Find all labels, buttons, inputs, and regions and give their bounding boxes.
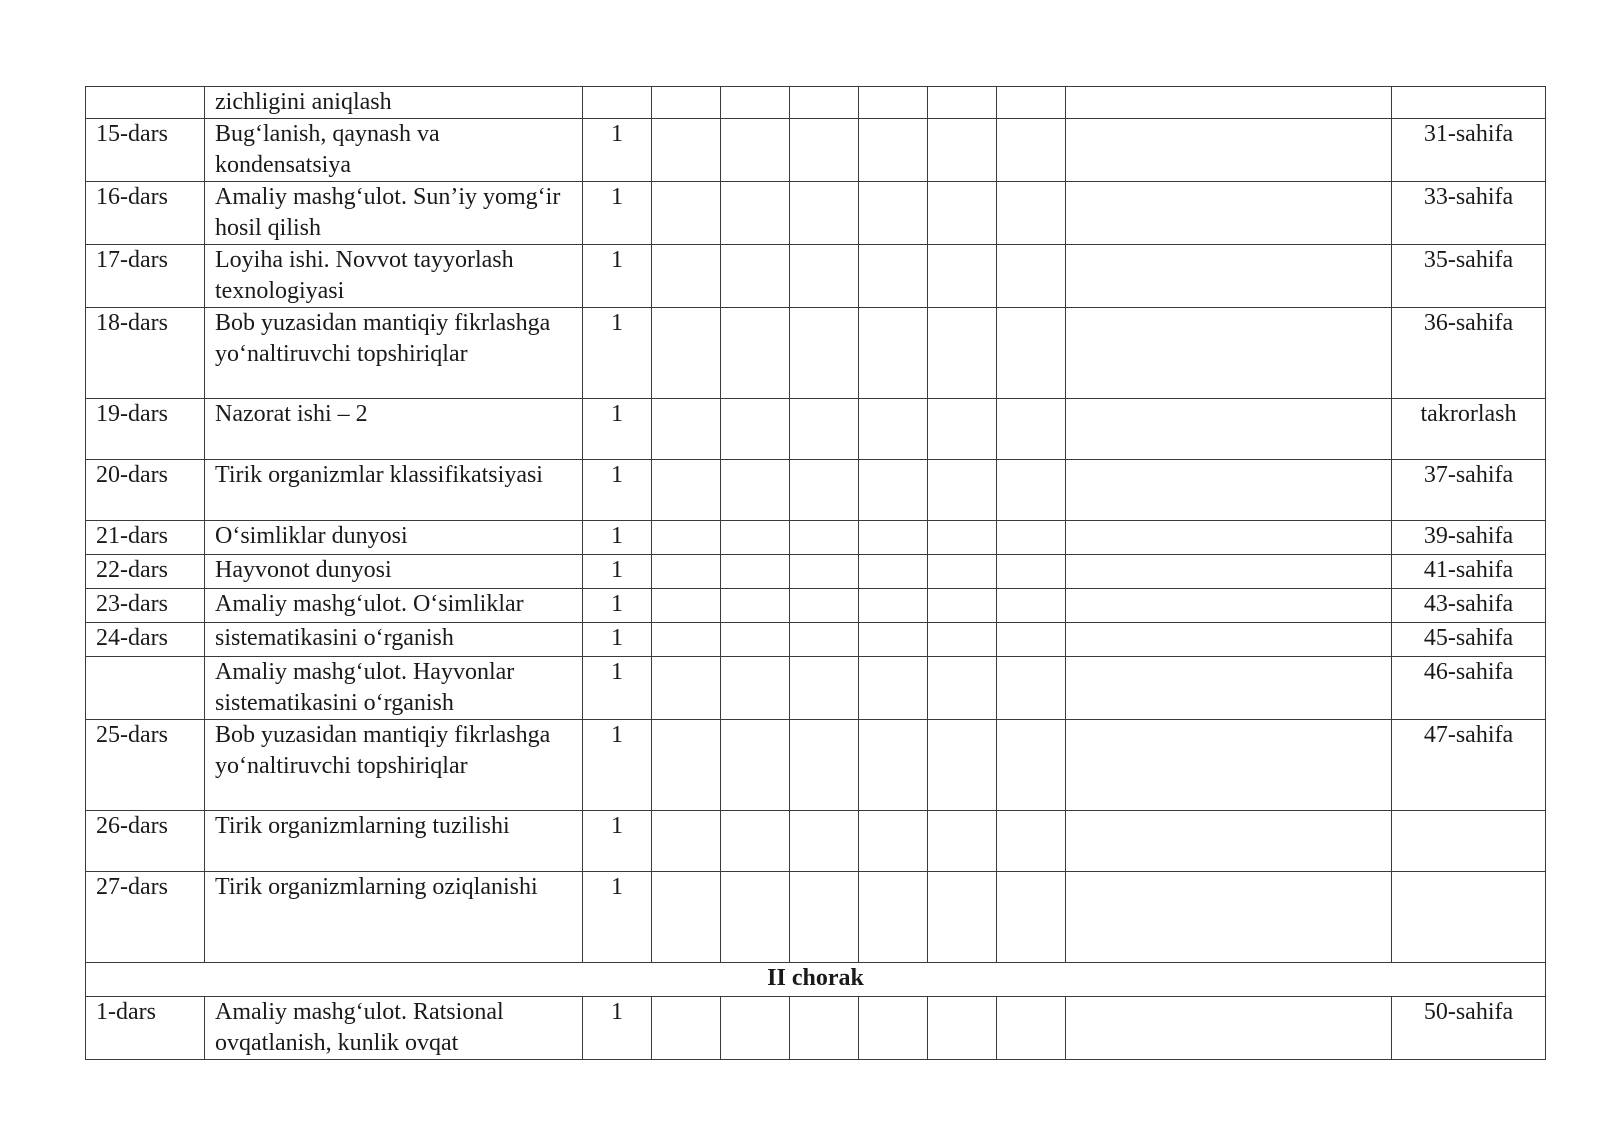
page-reference-cell: 47-sahifa (1392, 720, 1546, 811)
table-row (86, 720, 1546, 811)
page-reference-cell: takrorlash (1392, 399, 1546, 460)
topic-cell: zichligini aniqlash (205, 87, 583, 119)
hours-cell: 1 (583, 119, 652, 182)
topic-cell: Bug‘lanish, qaynash va kondensatsiya (205, 119, 583, 182)
empty-cell (652, 119, 721, 182)
empty-cell (997, 87, 1066, 119)
empty-cell (859, 119, 928, 182)
empty-cell (997, 399, 1066, 460)
table-row (86, 245, 1546, 308)
table-row (86, 119, 1546, 182)
empty-cell (997, 872, 1066, 963)
empty-cell (1066, 589, 1392, 623)
page-reference-cell: 37-sahifa (1392, 460, 1546, 521)
empty-cell (997, 811, 1066, 872)
empty-cell (790, 555, 859, 589)
empty-cell (859, 399, 928, 460)
empty-cell (928, 555, 997, 589)
lesson-number-cell: 21-dars (86, 521, 205, 555)
hours-cell: 1 (583, 399, 652, 460)
empty-cell (859, 623, 928, 657)
topic-cell: Bob yuzasidan mantiqiy fikrlashga yo‘naltiruvchi topshiriqlar (205, 720, 583, 811)
empty-cell (859, 521, 928, 555)
empty-cell (790, 623, 859, 657)
empty-cell (859, 182, 928, 245)
lesson-number-cell: 19-dars (86, 399, 205, 460)
empty-cell (721, 399, 790, 460)
empty-cell (1066, 521, 1392, 555)
table-row (86, 460, 1546, 521)
empty-cell (859, 555, 928, 589)
empty-cell (859, 308, 928, 399)
empty-cell (997, 521, 1066, 555)
table-row (86, 182, 1546, 245)
empty-cell (721, 308, 790, 399)
table-row (86, 555, 1546, 589)
empty-cell (790, 399, 859, 460)
empty-cell (652, 657, 721, 720)
hours-cell: 1 (583, 182, 652, 245)
empty-cell (721, 811, 790, 872)
topic-cell: Nazorat ishi – 2 (205, 399, 583, 460)
empty-cell (928, 182, 997, 245)
empty-cell (997, 182, 1066, 245)
empty-cell (859, 245, 928, 308)
empty-cell (721, 119, 790, 182)
lesson-number-cell: 23-dars (86, 589, 205, 623)
empty-cell (1066, 997, 1392, 1060)
empty-cell (790, 308, 859, 399)
empty-cell (928, 119, 997, 182)
empty-cell (997, 997, 1066, 1060)
empty-cell (721, 245, 790, 308)
page-reference-cell: 43-sahifa (1392, 589, 1546, 623)
empty-cell (997, 589, 1066, 623)
hours-cell: 1 (583, 308, 652, 399)
hours-cell: 1 (583, 657, 652, 720)
empty-cell (790, 87, 859, 119)
empty-cell (997, 245, 1066, 308)
table-row (86, 399, 1546, 460)
empty-cell (652, 720, 721, 811)
topic-cell: Loyiha ishi. Novvot tayyorlash texnologiyasi (205, 245, 583, 308)
empty-cell (652, 997, 721, 1060)
empty-cell (721, 87, 790, 119)
topic-cell: Amaliy mashg‘ulot. Hayvonlar sistematikasini o‘rganish (205, 657, 583, 720)
lesson-number-cell: 24-dars (86, 623, 205, 657)
topic-cell: Tirik organizmlarning oziqlanishi (205, 872, 583, 963)
topic-cell: Amaliy mashg‘ulot. Ratsional ovqatlanish, kunlik ovqat (205, 997, 583, 1060)
lesson-number-cell: 18-dars (86, 308, 205, 399)
section-title: II chorak (86, 963, 1546, 997)
topic-cell: Tirik organizmlarning tuzilishi (205, 811, 583, 872)
empty-cell (721, 623, 790, 657)
empty-cell (652, 623, 721, 657)
empty-cell (790, 245, 859, 308)
empty-cell (790, 460, 859, 521)
empty-cell (997, 623, 1066, 657)
empty-cell (652, 555, 721, 589)
topic-cell: Hayvonot dunyosi (205, 555, 583, 589)
empty-cell (928, 623, 997, 657)
page-reference-cell: 33-sahifa (1392, 182, 1546, 245)
topic-cell: Bob yuzasidan mantiqiy fikrlashga yo‘naltiruvchi topshiriqlar (205, 308, 583, 399)
page-reference-cell: 35-sahifa (1392, 245, 1546, 308)
empty-cell (721, 521, 790, 555)
empty-cell (1066, 811, 1392, 872)
topic-cell: Amaliy mashg‘ulot. Sun’iy yomg‘ir hosil qilish (205, 182, 583, 245)
empty-cell (721, 872, 790, 963)
empty-cell (928, 811, 997, 872)
empty-cell (1066, 460, 1392, 521)
page-reference-cell: 39-sahifa (1392, 521, 1546, 555)
empty-cell (790, 997, 859, 1060)
empty-cell (1066, 245, 1392, 308)
table-row (86, 997, 1546, 1060)
empty-cell (997, 460, 1066, 521)
empty-cell (928, 589, 997, 623)
empty-cell (997, 720, 1066, 811)
lesson-plan-table (85, 86, 1546, 1060)
empty-cell (997, 555, 1066, 589)
empty-cell (1066, 720, 1392, 811)
empty-cell (928, 245, 997, 308)
empty-cell (790, 657, 859, 720)
empty-cell (721, 589, 790, 623)
empty-cell (1066, 872, 1392, 963)
empty-cell (997, 119, 1066, 182)
lesson-number-cell: 22-dars (86, 555, 205, 589)
empty-cell (790, 872, 859, 963)
topic-cell: sistematikasini o‘rganish (205, 623, 583, 657)
empty-cell (997, 308, 1066, 399)
page-reference-cell: 45-sahifa (1392, 623, 1546, 657)
hours-cell: 1 (583, 811, 652, 872)
empty-cell (859, 997, 928, 1060)
lesson-number-cell: 27-dars (86, 872, 205, 963)
lesson-number-cell: 15-dars (86, 119, 205, 182)
empty-cell (928, 399, 997, 460)
empty-cell (790, 521, 859, 555)
hours-cell: 1 (583, 460, 652, 521)
table-row (86, 589, 1546, 623)
table-row (86, 623, 1546, 657)
hours-cell: 1 (583, 872, 652, 963)
empty-cell (928, 87, 997, 119)
empty-cell (859, 720, 928, 811)
empty-cell (1066, 657, 1392, 720)
table-body (86, 87, 1546, 1060)
page-reference-cell (1392, 872, 1546, 963)
empty-cell (790, 811, 859, 872)
empty-cell (652, 521, 721, 555)
table-row (86, 811, 1546, 872)
topic-cell: Tirik organizmlar klassifikatsiyasi (205, 460, 583, 521)
empty-cell (928, 872, 997, 963)
hours-cell: 1 (583, 997, 652, 1060)
hours-cell: 1 (583, 555, 652, 589)
lesson-number-cell: 25-dars (86, 720, 205, 811)
empty-cell (721, 555, 790, 589)
empty-cell (721, 720, 790, 811)
empty-cell (652, 872, 721, 963)
empty-cell (928, 997, 997, 1060)
empty-cell (928, 308, 997, 399)
empty-cell (721, 997, 790, 1060)
empty-cell (928, 521, 997, 555)
empty-cell (790, 182, 859, 245)
topic-cell: Amaliy mashg‘ulot. O‘simliklar (205, 589, 583, 623)
hours-cell: 1 (583, 521, 652, 555)
empty-cell (1066, 399, 1392, 460)
lesson-number-cell (86, 87, 205, 119)
table-row (86, 872, 1546, 963)
lesson-number-cell: 20-dars (86, 460, 205, 521)
hours-cell (583, 87, 652, 119)
page-reference-cell: 46-sahifa (1392, 657, 1546, 720)
page-reference-cell (1392, 87, 1546, 119)
empty-cell (721, 182, 790, 245)
lesson-number-cell: 17-dars (86, 245, 205, 308)
table-row (86, 308, 1546, 399)
empty-cell (652, 589, 721, 623)
lesson-number-cell: 16-dars (86, 182, 205, 245)
table-row (86, 657, 1546, 720)
page-reference-cell: 36-sahifa (1392, 308, 1546, 399)
topic-cell: O‘simliklar dunyosi (205, 521, 583, 555)
empty-cell (928, 720, 997, 811)
empty-cell (1066, 555, 1392, 589)
empty-cell (859, 87, 928, 119)
empty-cell (652, 460, 721, 521)
empty-cell (721, 460, 790, 521)
page-reference-cell: 31-sahifa (1392, 119, 1546, 182)
empty-cell (928, 460, 997, 521)
empty-cell (652, 811, 721, 872)
empty-cell (1066, 182, 1392, 245)
page-reference-cell: 50-sahifa (1392, 997, 1546, 1060)
empty-cell (928, 657, 997, 720)
empty-cell (652, 87, 721, 119)
lesson-number-cell (86, 657, 205, 720)
empty-cell (859, 811, 928, 872)
hours-cell: 1 (583, 245, 652, 308)
empty-cell (652, 182, 721, 245)
empty-cell (790, 720, 859, 811)
empty-cell (859, 460, 928, 521)
empty-cell (652, 399, 721, 460)
page-reference-cell (1392, 811, 1546, 872)
empty-cell (652, 245, 721, 308)
empty-cell (859, 589, 928, 623)
lesson-number-cell: 1-dars (86, 997, 205, 1060)
section-row (86, 963, 1546, 997)
lesson-number-cell: 26-dars (86, 811, 205, 872)
hours-cell: 1 (583, 623, 652, 657)
empty-cell (1066, 623, 1392, 657)
empty-cell (1066, 308, 1392, 399)
hours-cell: 1 (583, 589, 652, 623)
empty-cell (652, 308, 721, 399)
empty-cell (997, 657, 1066, 720)
empty-cell (859, 872, 928, 963)
empty-cell (1066, 87, 1392, 119)
table-row (86, 521, 1546, 555)
hours-cell: 1 (583, 720, 652, 811)
empty-cell (790, 119, 859, 182)
empty-cell (721, 657, 790, 720)
empty-cell (790, 589, 859, 623)
empty-cell (1066, 119, 1392, 182)
empty-cell (859, 657, 928, 720)
page-reference-cell: 41-sahifa (1392, 555, 1546, 589)
table-row (86, 87, 1546, 119)
